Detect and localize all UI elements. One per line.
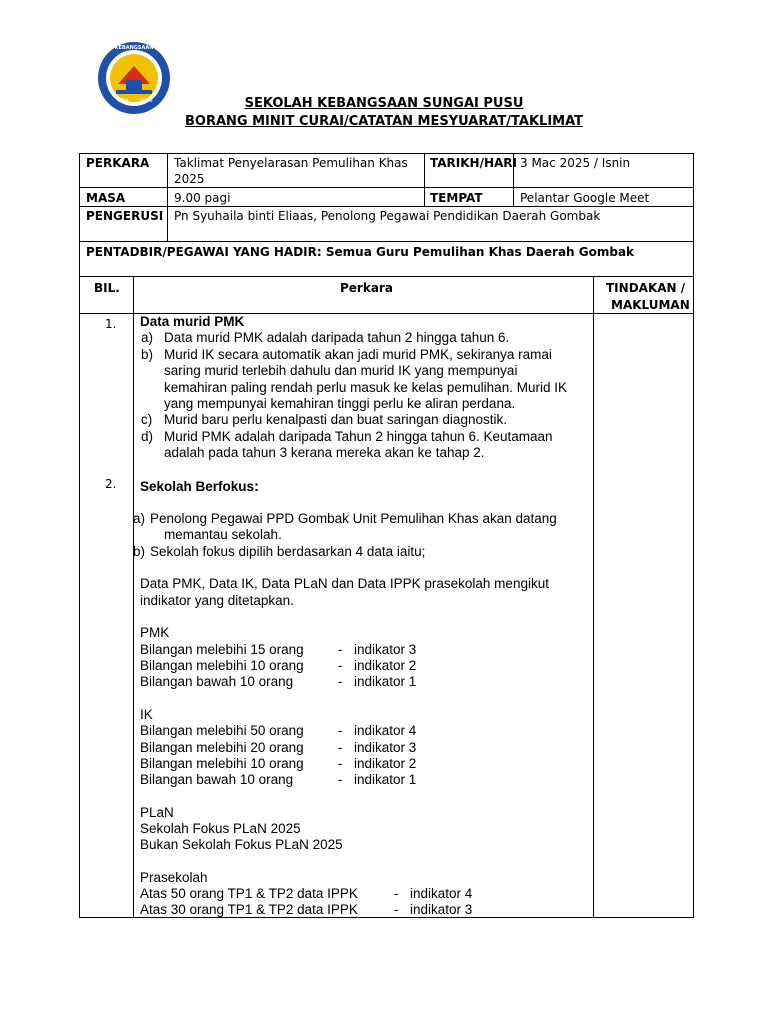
svg-text:KEBANGSAAN: KEBANGSAAN [114, 45, 154, 51]
ik-indicator: indikator 4 [354, 723, 417, 738]
item-1c-text: Murid baru perlu kenalpasti dan buat saringan diagnostik. [164, 412, 507, 427]
perkara-value: Taklimat Penyelarasan Pemulihan Khas [174, 156, 408, 170]
paragraph: Data PMK, Data IK, Data PLaN dan Data IPPK prasekolah mengikut [140, 576, 549, 591]
item-1b-text: yang mempunyai kemahiran tinggi perlu ke aliran perdana. [164, 396, 516, 411]
item-title-2 [140, 479, 259, 495]
item-number-1: 1. [105, 317, 117, 331]
ik-criteria: Bilangan melebihi 10 orang [140, 756, 304, 771]
pengerusi-label: PENGERUSI [86, 209, 164, 223]
perkara-label: PERKARA [86, 156, 150, 170]
item-1b-label: b) [141, 347, 154, 362]
item-1a-text: Data murid PMK adalah daripada tahun 2 hingga tahun 6. [164, 330, 510, 345]
dash: - [338, 772, 343, 787]
dash: - [394, 902, 399, 917]
dash: - [338, 658, 343, 673]
item-title-1: Data murid PMK [140, 314, 245, 329]
attendees: PENTADBIR/PEGAWAI YANG HADIR: Semua Guru Pemulihan Khas Daerah Gombak [86, 245, 635, 259]
prasekolah-indicator: indikator 3 [410, 902, 473, 917]
item-2b-text: Sekolah fokus dipilih berdasarkan 4 data iaitu; [150, 544, 426, 559]
masa-value: 9.00 pagi [174, 191, 231, 205]
col-perkara: Perkara [340, 281, 393, 295]
item-2a-text: memantau sekolah. [164, 527, 282, 542]
perkara-value-year: 2025 [174, 172, 205, 186]
item-1c-label: c) [141, 412, 153, 427]
plan-heading: PLaN [140, 805, 174, 820]
dash: - [338, 674, 343, 689]
prasekolah-heading: Prasekolah [140, 870, 208, 885]
masa-label: MASA [86, 191, 126, 205]
item-2b-label: b) [133, 544, 146, 559]
ik-indicator: indikator 1 [354, 772, 417, 787]
item-1b-text: kemahiran paling rendah perlu masuk ke kelas pemulihan. Murid IK [164, 380, 567, 395]
item-1b-text: saring murid terlebih dahulu dan murid IK yang mempunyai [164, 363, 518, 378]
prasekolah-criteria: Atas 50 orang TP1 & TP2 data IPPK [140, 886, 358, 901]
prasekolah-criteria: Atas 30 orang TP1 & TP2 data IPPK [140, 902, 358, 917]
dash: - [338, 756, 343, 771]
item-1a-label: a) [141, 330, 154, 345]
item-1b-text: Murid IK secara automatik akan jadi murid PMK, sekiranya ramai [164, 347, 552, 362]
ik-indicator: indikator 3 [354, 740, 417, 755]
item-number-2: 2. [105, 477, 117, 491]
ik-indicator: indikator 2 [354, 756, 417, 771]
plan-criteria: Bukan Sekolah Fokus PLaN 2025 [140, 837, 343, 852]
item-title-2-colon: : [254, 478, 260, 495]
item-2a-label: a) [133, 511, 146, 526]
ik-criteria: Bilangan bawah 10 orang [140, 772, 294, 787]
ik-criteria: Bilangan melebihi 50 orang [140, 723, 304, 738]
plan-criteria: Sekolah Fokus PLaN 2025 [140, 821, 301, 836]
pmk-criteria: Bilangan melebihi 15 orang [140, 642, 304, 657]
form-title: BORANG MINIT CURAI/CATATAN MESYUARAT/TAKLIMAT [184, 114, 584, 129]
paragraph: indikator yang ditetapkan. [140, 593, 294, 608]
pmk-criteria: Bilangan bawah 10 orang [140, 674, 294, 689]
dash: - [338, 642, 343, 657]
item-1d-text: adalah pada tahun 3 kerana mereka akan ke tahap 2. [164, 445, 485, 460]
pmk-criteria: Bilangan melebihi 10 orang [140, 658, 304, 673]
tarikh-label: TARIKH/HARI [430, 156, 518, 170]
pmk-indicator: indikator 1 [354, 674, 417, 689]
tarikh-value: 3 Mac 2025 / Isnin [520, 156, 631, 170]
ik-heading: IK [140, 707, 153, 722]
col-tindakan: TINDAKAN / [606, 281, 686, 295]
pmk-indicator: indikator 3 [354, 642, 417, 657]
tempat-value: Pelantar Google Meet [520, 191, 650, 205]
col-bil: BIL. [94, 281, 120, 295]
prasekolah-indicator: indikator 4 [410, 886, 473, 901]
svg-text:7205: 7205 [140, 98, 153, 104]
item-title-2-text: Sekolah Berfokus [140, 479, 255, 494]
pmk-indicator: indikator 2 [354, 658, 417, 673]
ik-criteria: Bilangan melebihi 20 orang [140, 740, 304, 755]
tempat-label: TEMPAT [430, 191, 483, 205]
item-2a-text: Penolong Pegawai PPD Gombak Unit Pemulihan Khas akan datang [150, 511, 557, 526]
dash: - [338, 723, 343, 738]
pmk-heading: PMK [140, 625, 170, 640]
item-1d-text: Murid PMK adalah daripada Tahun 2 hingga tahun 6. Keutamaan [164, 429, 553, 444]
item-1d-label: d) [141, 429, 154, 444]
dash: - [338, 740, 343, 755]
dash: - [394, 886, 399, 901]
school-name: SEKOLAH KEBANGSAAN SUNGAI PUSU [244, 96, 524, 111]
pengerusi-value: Pn Syuhaila binti Eliaas, Penolong Pegawai Pendidikan Daerah Gombak [174, 209, 601, 223]
svg-text:BGA: BGA [118, 98, 129, 104]
col-makluman: MAKLUMAN [611, 298, 690, 312]
